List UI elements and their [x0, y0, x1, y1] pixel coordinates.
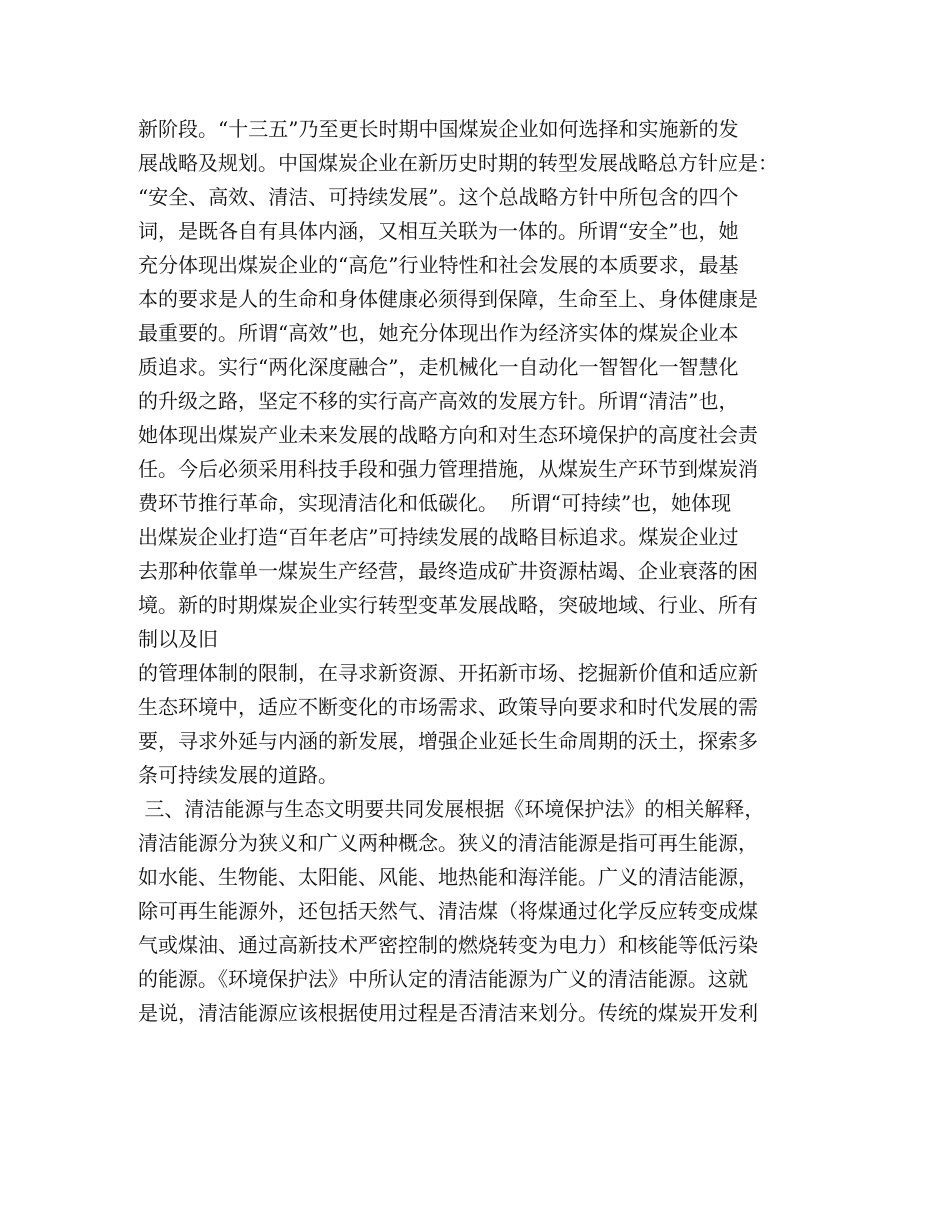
text-line: 最重要的。所谓“高效”也，她充分体现出作为经济实体的煤炭企业本 — [138, 321, 739, 345]
text-line: 的能源。《环境保护法》中所认定的清洁能源为广义的清洁能源。这就 — [138, 967, 748, 991]
section-heading-line: 三、清洁能源与生态文明要共同发展根据《环境保护法》的相关解释， — [138, 797, 765, 821]
text-line: 去那种依靠单一煤炭生产经营，最终造成矿井资源枯竭、企业衰落的困 — [138, 559, 758, 583]
text-line: 条可持续发展的道路。 — [138, 763, 338, 787]
text-line: 气或煤油、通过高新技术严密控制的燃烧转变为电力）和核能等低污染 — [138, 933, 758, 957]
text-line: 的管理体制的限制，在寻求新资源、开拓新市场、挖掘新价值和适应新 — [138, 661, 758, 685]
text-line: 她体现出煤炭产业未来发展的战略方向和对生态环境保护的高度社会责 — [138, 423, 758, 447]
text-line: 除可再生能源外，还包括天然气、清洁煤（将煤通过化学反应转变成煤 — [138, 899, 758, 923]
text-line: 要，寻求外延与内涵的新发展，增强企业延长生命周期的沃土，探索多 — [138, 729, 758, 753]
text-line: 新阶段。“十三五”乃至更长时期中国煤炭企业如何选择和实施新的发 — [138, 117, 739, 141]
text-line: 生态环境中，适应不断变化的市场需求、政策导向要求和时代发展的需 — [138, 695, 758, 719]
text-line: 清洁能源分为狭义和广义两种概念。狭义的清洁能源是指可再生能源， — [138, 831, 758, 855]
text-line: 如水能、生物能、太阳能、风能、地热能和海洋能。广义的清洁能源， — [138, 865, 758, 889]
text-line: 词，是既各自有具体内涵，又相互关联为一体的。所谓“安全”也，她 — [138, 219, 739, 243]
text-line: “安全、高效、清洁、可持续发展”。这个总战略方针中所包含的四个 — [138, 185, 739, 209]
text-line: 充分体现出煤炭企业的“高危”行业特性和社会发展的本质要求，最基 — [138, 253, 739, 277]
text-line: 的升级之路，坚定不移的实行高产高效的发展方针。所谓“清洁”也， — [138, 389, 739, 413]
text-line: 出煤炭企业打造“百年老店”可持续发展的战略目标追求。煤炭企业过 — [138, 525, 739, 549]
text-line: 费环节推行革命，实现清洁化和低碳化。 所谓“可持续”也，她体现 — [138, 491, 732, 515]
text-line: 是说，清洁能源应该根据使用过程是否清洁来划分。传统的煤炭开发利 — [138, 1001, 758, 1025]
text-line: 任。今后必须采用科技手段和强力管理措施，从煤炭生产环节到煤炭消 — [138, 457, 758, 481]
text-line: 制以及旧 — [138, 627, 218, 651]
text-line: 本的要求是人的生命和身体健康必须得到保障，生命至上、身体健康是 — [138, 287, 758, 311]
text-line: 展战略及规划。中国煤炭企业在新历史时期的转型发展战略总方针应是： — [138, 151, 778, 175]
text-line: 境。新的时期煤炭企业实行转型变革发展战略，突破地域、行业、所有 — [138, 593, 758, 617]
text-line: 质追求。实行“两化深度融合”，走机械化一自动化一智智化一智慧化 — [138, 355, 739, 379]
